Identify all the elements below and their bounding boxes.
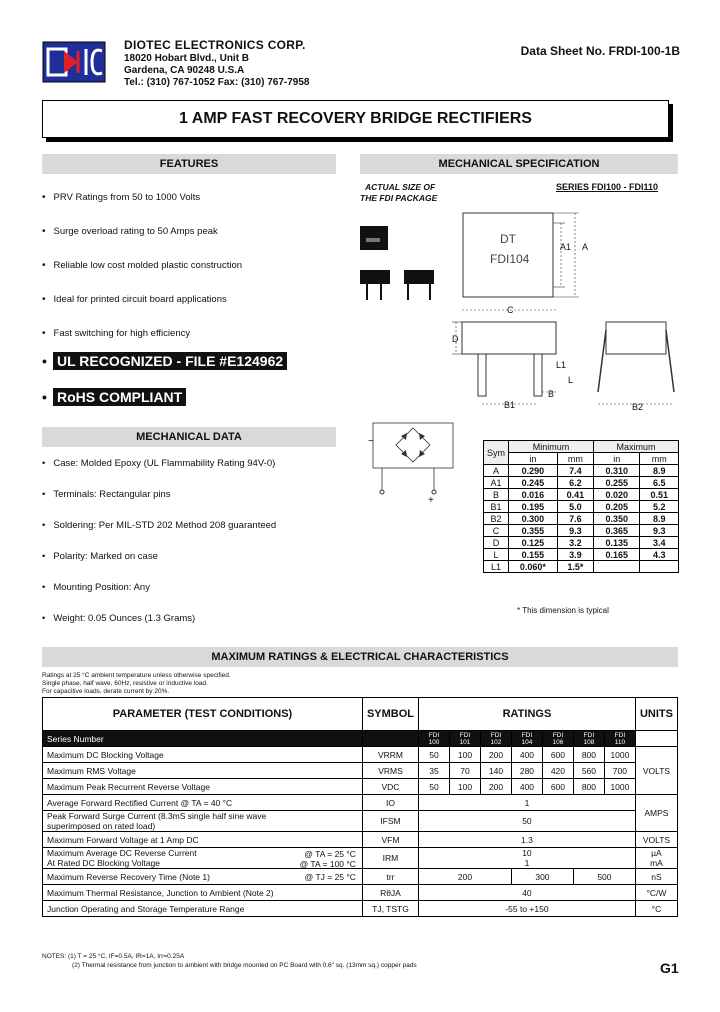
series-cell — [604, 731, 635, 747]
actual-size-label-2: THE FDI PACKAGE — [360, 193, 438, 203]
rating-value: 600 — [542, 779, 573, 795]
dims-cell-max-mm: 5.2 — [640, 501, 679, 513]
dims-header-max: Maximum — [594, 441, 679, 453]
dims-cell-max-in: 0.365 — [594, 525, 640, 537]
dim-label-a: A — [582, 242, 589, 252]
dims-cell-max-mm — [640, 561, 679, 573]
sym-vdc: VDC — [362, 779, 418, 795]
rating-value: 100 — [449, 747, 480, 763]
dims-row — [484, 549, 679, 561]
param-io: Average Forward Rectified Current @ TA = 40 °C — [43, 795, 363, 811]
rating-value: 1000 — [604, 779, 635, 795]
value-ifsm: 50 — [419, 811, 636, 832]
rating-value: 800 — [573, 747, 604, 763]
dims-cell-max-in: 0.310 — [594, 465, 640, 477]
dims-cell-max-mm: 6.5 — [640, 477, 679, 489]
dims-cell-min-mm: 6.2 — [557, 477, 593, 489]
rating-value: 280 — [511, 763, 542, 779]
dims-cell-max-mm: 8.9 — [640, 465, 679, 477]
dims-cell-min-mm: 3.9 — [557, 549, 593, 561]
dims-header-in: in — [594, 453, 640, 465]
header-parameter: PARAMETER (TEST CONDITIONS) — [43, 698, 363, 731]
mechanical-data-heading: MECHANICAL DATA — [42, 427, 336, 447]
dims-header-min: Minimum — [509, 441, 594, 453]
series-num: 101 — [459, 738, 471, 746]
dims-cell-sym: A1 — [484, 477, 509, 489]
series-num: 106 — [552, 738, 564, 746]
phone-fax: Tel.: (310) 767-1052 Fax: (310) 767-7958 — [124, 77, 310, 88]
series-cell — [542, 731, 573, 747]
dims-row — [484, 477, 679, 489]
ac-terminal-icon: ~ — [368, 436, 374, 447]
sym-irm: IRM — [362, 848, 418, 869]
rating-value: 100 — [449, 779, 480, 795]
dims-header-mm: mm — [557, 453, 593, 465]
dims-header-sym: Sym — [484, 441, 509, 465]
dims-cell-max-in: 0.255 — [594, 477, 640, 489]
rating-value: 70 — [449, 763, 480, 779]
dims-row — [484, 501, 679, 513]
irm-condition-1: @ TA = 25 °C — [304, 849, 356, 859]
dims-cell-sym: B — [484, 489, 509, 501]
feature-item: • PRV Ratings from 50 to 1000 Volts — [42, 192, 200, 203]
dims-cell-max-mm: 0.51 — [640, 489, 679, 501]
series-number-label: Series Number — [43, 731, 363, 747]
rating-value: 1000 — [604, 747, 635, 763]
dims-cell-max-in: 0.020 — [594, 489, 640, 501]
mech-item: • Polarity: Marked on case — [42, 551, 158, 562]
series-prefix: FDI — [459, 731, 471, 739]
dim-label-l1: L1 — [556, 360, 567, 370]
sym-io: IO — [362, 795, 418, 811]
dim-label-d: D — [452, 334, 459, 344]
sym-vrms: VRMS — [362, 763, 418, 779]
series-cell — [449, 731, 480, 747]
rating-value: 400 — [511, 747, 542, 763]
param-vrms: Maximum RMS Voltage — [43, 763, 363, 779]
dims-header-mm: mm — [640, 453, 679, 465]
param-rth: Maximum Thermal Resistance, Junction to Ambient (Note 2) — [43, 885, 363, 901]
series-num: 104 — [521, 738, 533, 746]
note-2: (2) Thermal resistance from junction to ambient with bridge mounted on PC Board with 0.6" sq. (13mm sq.) copper pads — [72, 962, 417, 969]
bullet-icon: • — [42, 389, 47, 405]
series-cell — [419, 731, 450, 747]
actual-size-package-drawing — [358, 224, 438, 304]
dims-cell-min-in: 0.300 — [509, 513, 558, 525]
param-vfm: Maximum Forward Voltage at 1 Amp DC — [43, 832, 363, 848]
series-prefix: FDI — [552, 731, 564, 739]
sym-ifsm: IFSM — [362, 811, 418, 832]
mech-item: • Soldering: Per MIL-STD 202 Method 208 guaranteed — [42, 520, 276, 531]
rating-value: 140 — [480, 763, 511, 779]
feature-item: • Reliable low cost molded plastic construction — [42, 260, 242, 271]
dims-cell-sym: A — [484, 465, 509, 477]
dims-cell-min-mm: 5.0 — [557, 501, 593, 513]
value-rth: 40 — [419, 885, 636, 901]
value-io: 1 — [419, 795, 636, 811]
header-symbol: SYMBOL — [362, 698, 418, 731]
series-num: 108 — [583, 738, 595, 746]
rating-value: 35 — [419, 763, 450, 779]
dims-row — [484, 465, 679, 477]
sym-tj: TJ, TSTG — [362, 901, 418, 917]
series-cell — [573, 731, 604, 747]
param-tj: Junction Operating and Storage Temperature Range — [43, 901, 363, 917]
bullet-icon: • — [42, 353, 47, 369]
condition-line: For capacitive loads, derate current by 20%. — [42, 688, 170, 695]
note-1: NOTES: (1) T = 25 °C, IF=0.5A, IR=1A, Irr=0.25A — [42, 953, 185, 960]
series-label: SERIES FDI100 - FDI110 — [556, 182, 659, 192]
series-cell — [511, 731, 542, 747]
dimension-table — [483, 440, 679, 573]
ratings-heading: MAXIMUM RATINGS & ELECTRICAL CHARACTERISTICS — [42, 647, 678, 667]
company-name: DIOTEC ELECTRONICS CORP. — [124, 38, 306, 52]
sym-trr: trr — [362, 869, 418, 885]
series-cell — [480, 731, 511, 747]
address-line-1: 18020 Hobart Blvd., Unit B — [124, 53, 250, 64]
dims-cell-max-in: 0.165 — [594, 549, 640, 561]
dims-cell-sym: L — [484, 549, 509, 561]
trr-condition: @ TJ = 25 °C — [304, 871, 356, 882]
dims-cell-min-in: 0.355 — [509, 525, 558, 537]
irm-condition-2: @ TA = 100 °C — [299, 859, 356, 869]
irm-unit-1: µA — [651, 848, 662, 858]
ratings-table — [42, 697, 678, 917]
mech-item: • Weight: 0.05 Ounces (1.3 Grams) — [42, 613, 195, 624]
unit-amps: AMPS — [635, 795, 677, 832]
mech-item: • Terminals: Rectangular pins — [42, 489, 171, 500]
dims-cell-min-in: 0.290 — [509, 465, 558, 477]
series-symbol-blank — [362, 731, 418, 747]
param-ifsm-line1: Peak Forward Surge Current (8.3mS single half sine wave — [47, 811, 267, 821]
value-irm — [419, 848, 636, 869]
sym-vrrm: VRRM — [362, 747, 418, 763]
dim-label-b2: B2 — [632, 402, 644, 412]
dims-row — [484, 489, 679, 501]
sym-rth: RθJA — [362, 885, 418, 901]
rating-value: 200 — [480, 779, 511, 795]
dims-cell-min-in: 0.016 — [509, 489, 558, 501]
dims-cell-min-mm: 7.6 — [557, 513, 593, 525]
dims-row — [484, 561, 679, 573]
address-line-2: Gardena, CA 90248 U.S.A — [124, 65, 245, 76]
series-prefix: FDI — [521, 731, 533, 739]
unit-tj: °C — [635, 901, 677, 917]
dims-cell-min-in: 0.125 — [509, 537, 558, 549]
rating-value: 600 — [542, 747, 573, 763]
param-irm-line1: Maximum Average DC Reverse Current — [47, 848, 197, 858]
param-ifsm-line2: superimposed on rated load) — [47, 821, 156, 831]
dim-label-b1: B1 — [504, 400, 516, 410]
dims-cell-max-mm: 9.3 — [640, 525, 679, 537]
series-num: 100 — [428, 738, 440, 746]
feature-item: • Surge overload rating to 50 Amps peak — [42, 226, 218, 237]
rating-value: 400 — [511, 779, 542, 795]
rating-value: 50 — [419, 779, 450, 795]
value-vfm: 1.3 — [419, 832, 636, 848]
condition-line: Single phase, half wave, 60Hz, resistive or inductive load. — [42, 680, 208, 687]
condition-line: Ratings at 25 °C ambient temperature unless otherwise specified. — [42, 672, 231, 679]
dim-label-b: B — [548, 389, 555, 399]
param-ifsm — [43, 811, 363, 832]
side-view-drawing — [448, 300, 688, 415]
dims-cell-max-mm: 8.9 — [640, 513, 679, 525]
series-prefix: FDI — [490, 731, 502, 739]
param-irm-line2: At Rated DC Blocking Voltage — [47, 858, 160, 868]
series-prefix: FDI — [428, 731, 440, 739]
notes — [42, 952, 417, 970]
unit-vfm: VOLTS — [635, 832, 677, 848]
feature-item: • Ideal for printed circuit board applications — [42, 294, 227, 305]
dims-cell-sym: L1 — [484, 561, 509, 573]
dims-footnote: * This dimension is typical — [517, 606, 609, 615]
feature-item: • Fast switching for high efficiency — [42, 328, 190, 339]
dims-header-in: in — [509, 453, 558, 465]
irm-value-2: 1 — [524, 858, 530, 868]
package-marking-part: FDI104 — [490, 252, 530, 266]
datasheet-number: Data Sheet No. FRDI-100-1B — [520, 44, 680, 58]
dims-row — [484, 513, 679, 525]
dims-cell-max-in — [594, 561, 640, 573]
param-vrrm: Maximum DC Blocking Voltage — [43, 747, 363, 763]
rating-value: 50 — [419, 747, 450, 763]
dims-cell-min-mm: 9.3 — [557, 525, 593, 537]
dim-label-l: L — [568, 375, 574, 385]
actual-size-label-1: ACTUAL SIZE OF — [365, 182, 436, 192]
ratings-conditions — [42, 672, 231, 696]
dims-cell-min-in: 0.060* — [509, 561, 558, 573]
ul-badge: UL RECOGNIZED - FILE #E124962 — [53, 352, 287, 370]
value-trr-2: 300 — [511, 869, 573, 885]
series-unit-blank — [635, 731, 677, 747]
dims-cell-min-in: 0.245 — [509, 477, 558, 489]
unit-trr: nS — [635, 869, 677, 885]
dim-label-a1: A1 — [560, 242, 572, 252]
series-num: 110 — [614, 738, 626, 746]
dims-cell-max-in: 0.205 — [594, 501, 640, 513]
bridge-schematic — [368, 418, 468, 498]
unit-rth: °C/W — [635, 885, 677, 901]
dims-cell-min-in: 0.195 — [509, 501, 558, 513]
features-heading: FEATURES — [42, 154, 336, 174]
param-trr — [43, 869, 363, 885]
series-prefix: FDI — [583, 731, 595, 739]
dims-body — [484, 465, 679, 573]
dims-cell-sym: D — [484, 537, 509, 549]
dims-cell-min-mm: 0.41 — [557, 489, 593, 501]
dims-cell-max-in: 0.350 — [594, 513, 640, 525]
dims-cell-max-mm: 4.3 — [640, 549, 679, 561]
page-id: G1 — [660, 960, 679, 976]
mechanical-spec-heading: MECHANICAL SPECIFICATION — [360, 154, 678, 174]
series-prefix: FDI — [614, 731, 626, 739]
plus-terminal-label: + — [428, 495, 434, 506]
value-trr-3: 500 — [573, 869, 635, 885]
dims-row — [484, 525, 679, 537]
dims-cell-min-in: 0.155 — [509, 549, 558, 561]
value-tj: -55 to +150 — [419, 901, 636, 917]
param-vdc: Maximum Peak Recurrent Reverse Voltage — [43, 779, 363, 795]
dims-cell-sym: B1 — [484, 501, 509, 513]
diotec-logo — [42, 41, 106, 83]
rating-value: 420 — [542, 763, 573, 779]
param-trr-text: Maximum Reverse Recovery Time (Note 1) — [47, 871, 210, 882]
rating-value: 700 — [604, 763, 635, 779]
value-trr-1: 200 — [419, 869, 512, 885]
page-title: 1 AMP FAST RECOVERY BRIDGE RECTIFIERS — [42, 100, 669, 138]
package-marking-logo: DT — [500, 232, 516, 246]
unit-volts: VOLTS — [635, 747, 677, 795]
mech-item: • Mounting Position: Any — [42, 582, 150, 593]
dims-cell-min-mm: 1.5* — [557, 561, 593, 573]
rohs-badge: RoHS COMPLIANT — [53, 388, 186, 406]
mech-item: • Case: Molded Epoxy (UL Flammability Rating 94V-0) — [42, 458, 275, 469]
irm-unit-2: mA — [650, 858, 663, 868]
dims-cell-max-mm: 3.4 — [640, 537, 679, 549]
rating-value: 800 — [573, 779, 604, 795]
irm-value-1: 10 — [522, 848, 532, 858]
dims-cell-min-mm: 3.2 — [557, 537, 593, 549]
rating-value: 200 — [480, 747, 511, 763]
dims-cell-sym: C — [484, 525, 509, 537]
dims-row — [484, 537, 679, 549]
header-ratings: RATINGS — [419, 698, 636, 731]
dims-cell-min-mm: 7.4 — [557, 465, 593, 477]
unit-irm — [635, 848, 677, 869]
header-units: UNITS — [635, 698, 677, 731]
dim-label-c: C — [507, 305, 514, 315]
rating-value: 560 — [573, 763, 604, 779]
series-num: 102 — [490, 738, 502, 746]
sym-vfm: VFM — [362, 832, 418, 848]
dims-cell-sym: B2 — [484, 513, 509, 525]
dims-cell-max-in: 0.135 — [594, 537, 640, 549]
param-irm — [43, 848, 363, 869]
